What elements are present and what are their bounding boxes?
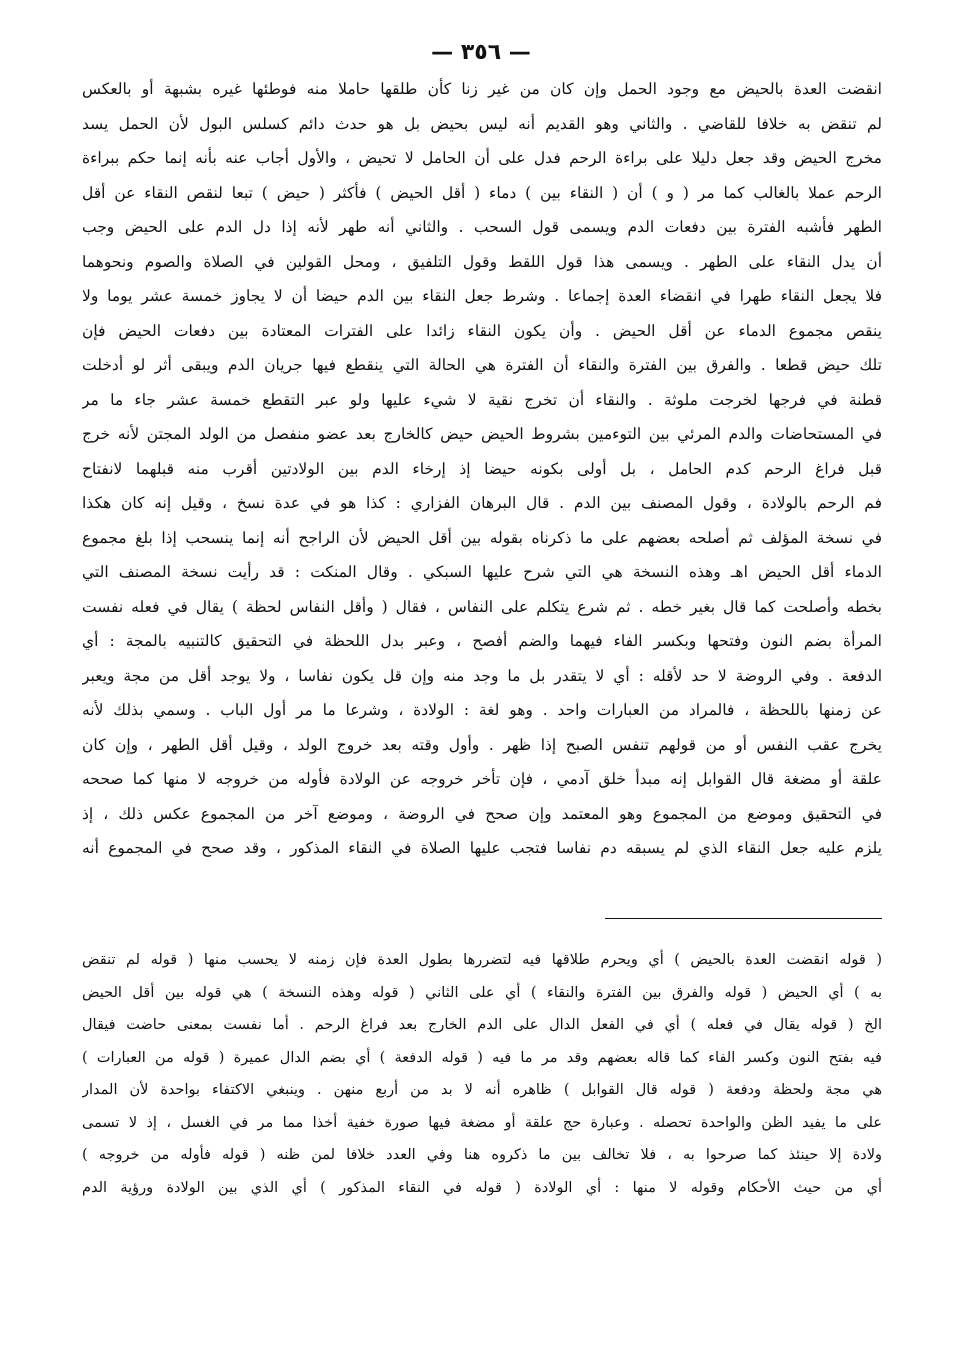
main-line: علقة أو مضغة قال القوابل إنه مبدأ خلق آدمي ، فإن تأخر خروجه عن الولادة فأوله من خروجه لا منها كما صححه — [82, 770, 882, 788]
main-line: الدماء أقل الحيض اهـ وهذه النسخة هي التي شرح عليها السبكي . وقال المنكت : قد رأيت نسخة المصنف التي — [82, 563, 882, 581]
main-line: ينقص مجموع الدماء عن أقل الحيض . وأن يكون النقاء زائدا على الفترات المعتادة بين دفعات الحيض فإن — [82, 321, 882, 340]
main-line: في المستحاضات والدم المرئي بين التوءمين بشروط الحيض حيض كالخارج بعد عضو منفصل من الولد المجتن لأنه خرج — [82, 425, 882, 443]
footnote-line: الخ ( قوله يقال في فعله ) أي في الفعل الدال على الدم الخارج بعد فراغ الرحم . أما نفست بمعنى حاضت فيقال — [82, 1017, 882, 1033]
main-line: يخرج عقب النفس أو من قولهم تنفس الصبح إذا ظهر . وأول وقته بعد خروج الولد ، وقيل أقل الطهر ، وإن كان — [82, 735, 882, 754]
main-line: فلا يجعل النقاء طهرا في انقضاء العدة إجماعا . وشرط جعل النقاء بين الدم حيضا أن لا يجاوز خمسة عشر يوما ولا — [82, 287, 882, 305]
footnote-line: فيه بفتح النون وكسر الفاء كما قاله بعضهم وقد مر ما فيه ( قوله الدفعة ) أي بضم الدال عميرة ( قوله من العبارات ) — [82, 1049, 882, 1066]
main-line: قطنة في فرجها لخرجت ملوثة . والنقاء أن تخرج نقية لا شيء عليها ولو عبر التقطع خمسة عشر جاء ما مر — [82, 390, 882, 409]
footnote-line: ( قوله انقضت العدة بالحيض ) أي ويحرم طلاقها فيه لتضررها بطول العدة فإن زمنه لا يحسب منها ( قوله لم تنقض — [82, 952, 882, 968]
main-line: قبل فراغ الرحم كدم الحامل ، بل أولى بكونه حيضا إذ إرخاء الدم بين الولادتين أقرب منه قبلهما لانفتاح — [82, 459, 882, 478]
footnote-divider — [605, 918, 882, 919]
footnote-line: أي من حيث الأحكام وقوله لا منها : أي الولادة ( قوله في النقاء المذكور ) أي الذي بين الولادة ورؤية الدم — [82, 1179, 882, 1196]
main-line: المرأة بضم النون وفتحها وبكسر الفاء فيهما والضم أفصح ، وعبر بدل اللحظة في التحقيق كالتنبيه بالمجة : أي — [82, 632, 882, 650]
main-line: الرحم عملا بالغالب كما مر ( و ) أن ( النقاء بين ) دماء ( أقل الحيض ) فأكثر ( حيض ) تبعا لنقص النقاء عن أقل — [82, 183, 882, 202]
footnote-line: به ) أي الحيض ( قوله والفرق بين الفترة والنقاء ) أي على الثاني ( قوله وهذه النسخة ) هي قوله بين أقل الحيض — [82, 984, 882, 1001]
page-number: — ٣٥٦ — — [431, 40, 531, 65]
main-line: انقضت العدة بالحيض مع وجود الحمل وإن كان من غير زنا كأن طلقها حاملا منه فوطئها غيره بشبهة أو بالعكس — [82, 80, 882, 98]
main-line: لم تنقض به خلافا للقاضي . والثاني وهو القديم أنه ليس بحيض بل هو حدث دائم كسلس البول لأن الحمل يسد — [82, 114, 882, 133]
main-line: الطهر فأشبه الفترة بين دفعات الدم ويسمى قول السحب . والثاني أنه طهر لأنه إذا دل الدم على الحيض وجب — [82, 218, 882, 236]
main-line: يلزم عليه جعل النقاء الذي لم يسبقه دم نفاسا فتجب عليها الصلاة في النقاء المذكور ، وقد صحح في المجموع أنه — [82, 839, 882, 857]
main-line: فم الرحم بالولادة ، وقول المصنف بين الدم . قال البرهان الفزاري : كذا هو في عدة نسخ ، وقيل إنه كان هكذا — [82, 494, 882, 512]
main-line: مخرج الحيض وقد جعل دليلا على براءة الرحم فدل على أن الحامل لا تحيض ، والأول أجاب عنه بأنه إنما حكم ببراءة — [82, 149, 882, 167]
main-line: تلك حيض قطعا . والفرق بين الفترة والنقاء أن الفترة هي الحالة التي ينقطع فيها جريان الدم ويبقى أثر لو أدخلت — [82, 356, 882, 374]
main-text — [82, 72, 882, 866]
main-line: في التحقيق وموضع من المجموع وهو المعتمد وإن صحح في الروضة ، وموضع آخر من المجموع عكس ذلك ، إذ — [82, 804, 882, 823]
main-line: عن زمنها باللحظة ، فالمراد من العبارات واحد . وهو لغة : الولادة ، وشرعا ما مر أول الباب . وسمي بذلك لأنه — [82, 701, 882, 719]
footnote-line: على ما يفيد الظن والواحدة تحصله . وعبارة حج علقة أو مضغة فيها صورة خفية أخذا مما مر في الغسل ، إذ لا تسمى — [82, 1114, 882, 1131]
main-line: الدفعة . وفي الروضة لا حد لأقله : أي لا يتقدر بل ما وجد منه وإن قل يكون نفاسا ، ولا يوجد أقل من مجة ويعبر — [82, 666, 882, 685]
main-line: أن يدل النقاء على الطهر . ويسمى هذا قول اللقط وقول التلفيق ، ومحل القولين في الصلاة والصوم ونحوهما — [82, 252, 882, 271]
main-line: بخطه وأصلحت كما قال بغير خطه . ثم شرع يتكلم على النفاس ، فقال ( وأقل النفاس لحظة ) يقال في فعله نفست — [82, 597, 882, 616]
main-line: في نسخة المؤلف ثم أصلحه بعضهم على ما ذكرناه بقوله بين أقل الحيض لأن الراجح أنه إنما ينسحب إذا بلغ مجموع — [82, 528, 882, 547]
footnote-line: ولادة إلا حينئذ كما صرحوا به ، فلا تخالف بين ما ذكروه هنا وفي العدد خلافا لمن ظنه ( قوله فأوله من خروجه ) — [82, 1147, 882, 1163]
footnote-line: هي مجة ولحظة ودفعة ( قوله قال القوابل ) ظاهره أنه لا بد من أربع منهن . وينبغي الاكتفاء بواحدة لأن المدار — [82, 1082, 882, 1098]
footnotes — [82, 944, 882, 1204]
